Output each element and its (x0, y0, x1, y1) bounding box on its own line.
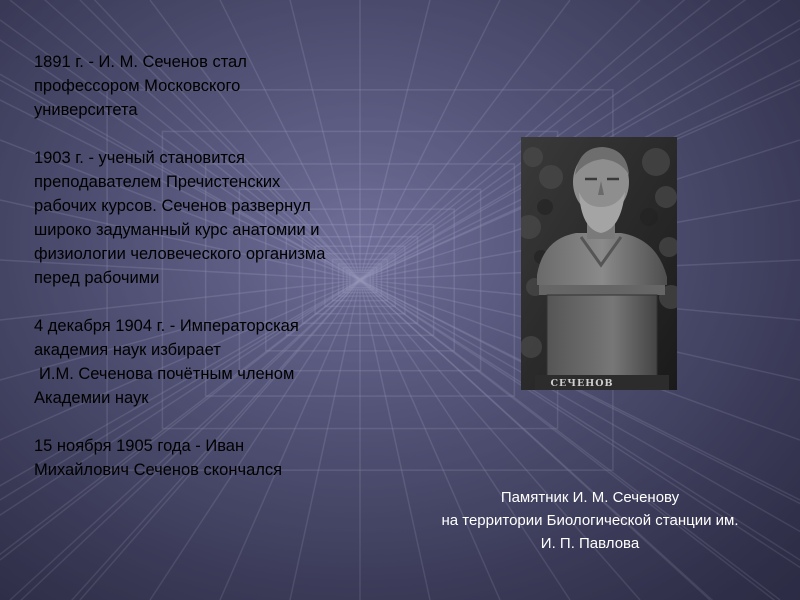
paragraph-1905 (34, 434, 414, 482)
text-line: физиологии человеческого организма (34, 245, 326, 263)
text-line: университета (34, 101, 138, 119)
text-line: 4 декабря 1904 г. - Императорская (34, 317, 299, 335)
text-line: рабочих курсов. Сеченов развернул (34, 197, 311, 215)
monument-bust-image (521, 137, 677, 390)
text-line: 15 ноября 1905 года - Иван (34, 437, 245, 455)
text-line: Академии наук (34, 389, 149, 407)
text-line: И.М. Сеченова почётным членом (39, 365, 295, 383)
text-line: 1891 г. - И. М. Сеченов стал (34, 53, 247, 71)
paragraph-1903 (34, 146, 414, 290)
paragraph-1904 (34, 314, 414, 410)
caption-line: Памятник И. М. Сеченову (500, 489, 680, 506)
caption-line: И. П. Павлова (540, 535, 640, 552)
monument-photo (521, 137, 677, 390)
text-line: 1903 г. - ученый становится (34, 149, 245, 167)
timeline-text (34, 50, 414, 482)
text-line: широко задуманный курс анатомии и (34, 221, 320, 239)
text-line: преподавателем Пречистенских (34, 173, 281, 191)
text-line: профессором Московского (34, 77, 241, 95)
photo-caption (400, 486, 780, 555)
text-line: перед рабочими (34, 269, 160, 287)
text-line: Михайлович Сеченов скончался (34, 461, 283, 479)
pedestal-inscription: СЕЧЕНОВ (550, 378, 614, 389)
caption-line: на территории Биологической станции им. (441, 512, 739, 529)
paragraph-1891 (34, 50, 414, 122)
text-line: академия наук избирает (34, 341, 221, 359)
